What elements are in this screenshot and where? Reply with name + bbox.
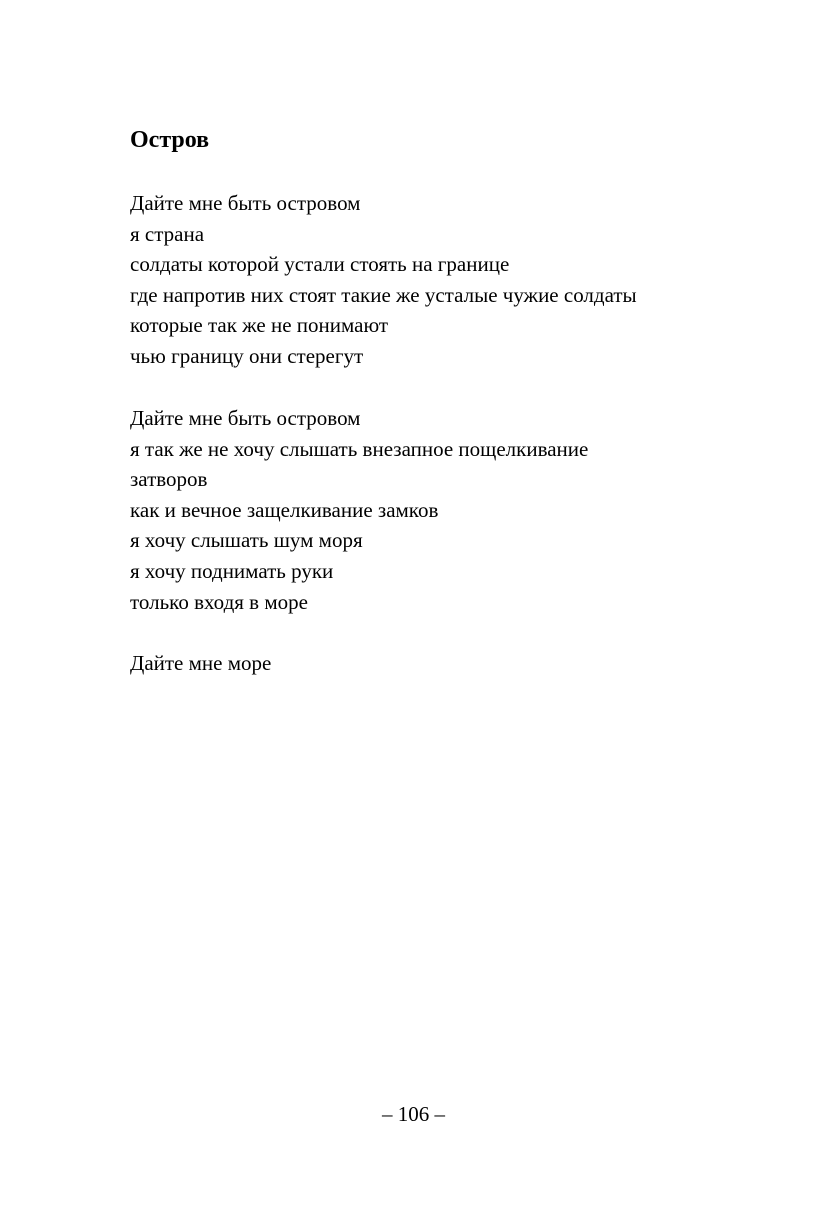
verse-line: солдаты которой устали стоять на границе — [130, 252, 510, 277]
page-number: – 106 – — [382, 1102, 445, 1126]
verse-line: Дайте мне быть островом — [130, 191, 361, 215]
stanza-3 — [130, 648, 271, 679]
verse-line: я так же не хочу слышать внезапное пощелкивание — [130, 436, 589, 461]
verse-line: только входя в море — [130, 589, 308, 614]
verse-line: которые так же не понимают — [130, 313, 389, 338]
verse-line: как и вечное защелкивание замков — [130, 497, 439, 522]
verse-line: я хочу слышать шум моря — [130, 528, 363, 553]
verse-line: чью границу они стерегут — [130, 343, 364, 368]
verse-line: я хочу поднимать руки — [130, 558, 334, 583]
verse-line: я страна — [130, 221, 205, 246]
verse-line: где напротив них стоят такие же усталые чужие солдаты — [130, 282, 637, 307]
stanza-1 — [130, 188, 637, 372]
verse-line: Дайте мне быть островом — [130, 406, 361, 430]
verse-line: Дайте мне море — [130, 651, 272, 675]
poem-title: Остров — [130, 127, 210, 153]
verse-line: затворов — [130, 467, 208, 492]
stanza-2 — [130, 403, 588, 617]
